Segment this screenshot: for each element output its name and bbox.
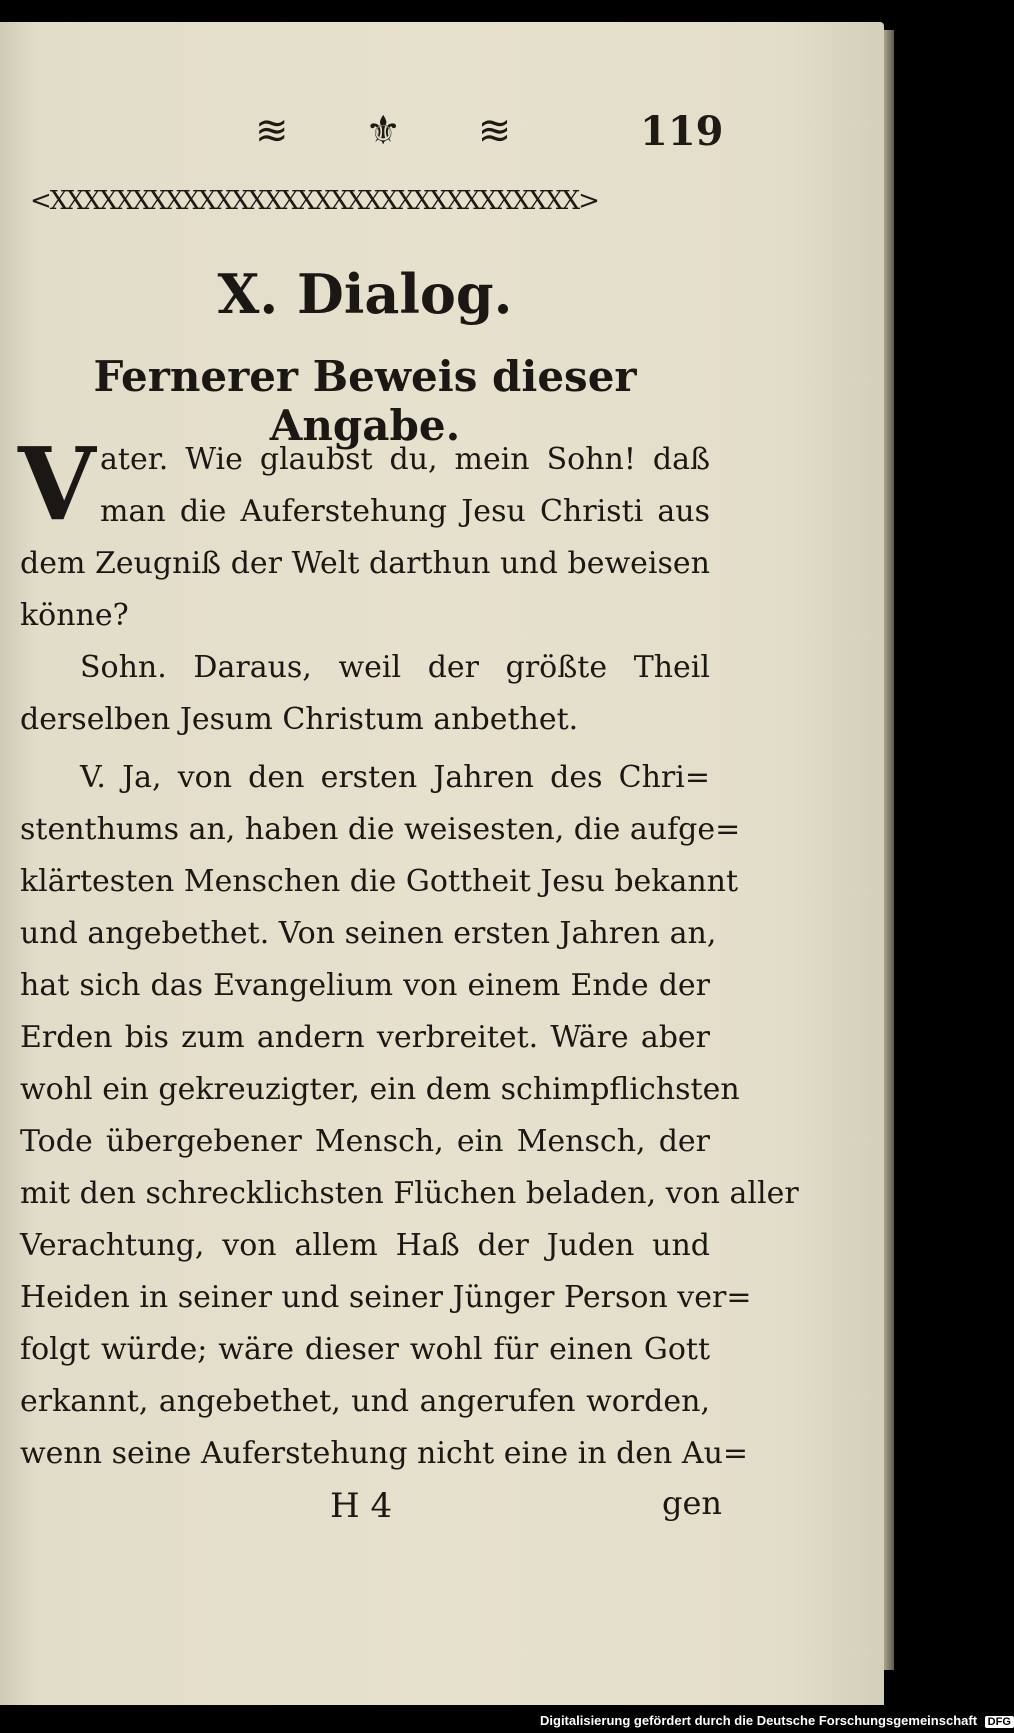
text-line: wenn seine Auferstehung nicht eine in den Au= <box>20 1436 749 1471</box>
text-line: klärtesten Menschen die Gottheit Jesu bekannt <box>20 864 739 899</box>
text-line: stenthums an, haben die weisesten, die aufge= <box>20 812 741 847</box>
text-line: und angebethet. Von seinen ersten Jahren an, <box>20 916 717 951</box>
signature-mark: H 4 <box>330 1486 393 1526</box>
page-number: 119 <box>640 108 724 155</box>
text-line: folgt würde; wäre dieser wohl für einen Gott <box>20 1332 710 1367</box>
text-line: mit den schrecklichsten Flüchen beladen, von aller <box>20 1176 799 1211</box>
digitization-footer <box>540 1713 1011 1728</box>
footer-text: Digitalisierung gefördert durch die Deutsche Forschungsgemeinschaft <box>540 1713 978 1728</box>
text-line: Sohn. Daraus, weil der größte Theil <box>80 650 710 685</box>
text-line: dem Zeugniß der Welt darthun und beweisen <box>20 546 710 581</box>
text-line: derselben Jesum Christum anbethet. <box>20 702 579 737</box>
drop-cap: V <box>18 425 96 543</box>
text-line: V. Ja, von den ersten Jahren des Chri= <box>80 760 710 795</box>
text-line: wohl ein gekreuzigter, ein dem schimpflichsten <box>20 1072 740 1107</box>
text-line: man die Auferstehung Jesu Christi aus <box>100 494 710 529</box>
text-line: Verachtung, von allem Haß der Juden und <box>20 1228 710 1263</box>
dfg-logo: DFG <box>985 1716 1014 1728</box>
chapter-subtitle: Fernerer Beweis dieser Angabe. <box>93 352 637 450</box>
text-line: könne? <box>20 598 129 633</box>
catchword: gen <box>662 1484 723 1522</box>
text-line: hat sich das Evangelium von einem Ende der <box>20 968 710 1003</box>
text-line: Erden bis zum andern verbreitet. Wäre aber <box>20 1020 710 1055</box>
page-edge <box>884 30 894 1670</box>
header-ornament: ≋ ⚜ ≋ <box>255 108 544 154</box>
text-line: erkannt, angebethet, und angerufen worden, <box>20 1384 710 1419</box>
text-line: Tode übergebener Mensch, ein Mensch, der <box>20 1124 710 1159</box>
chapter-title: X. Dialog. <box>217 262 513 326</box>
text-line: Heiden in seiner und seiner Jünger Person ver= <box>20 1280 752 1315</box>
text-line: ater. Wie glaubst du, mein Sohn! daß <box>100 442 710 477</box>
border-ornament: <XXXXXXXXXXXXXXXXXXXXXXXXXXXXXXXX> <box>30 186 598 216</box>
